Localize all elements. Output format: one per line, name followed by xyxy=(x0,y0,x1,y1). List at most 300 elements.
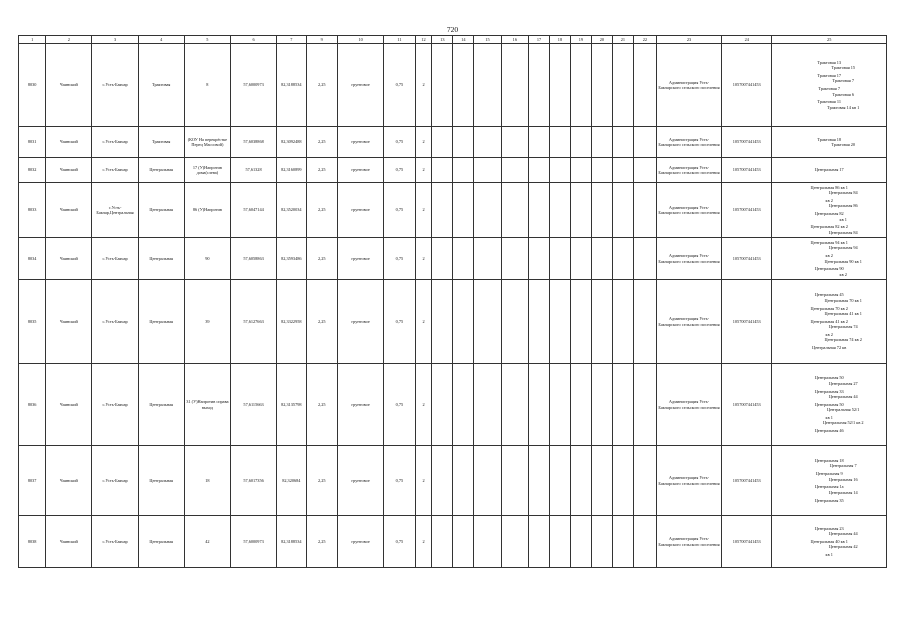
cell-house: 42 xyxy=(184,516,230,568)
table-row xyxy=(19,280,887,364)
served-address: Центральная 23 xyxy=(814,525,844,531)
column-header: 3 xyxy=(92,36,138,44)
cell-empty xyxy=(453,158,474,183)
cell-container-count: 2 xyxy=(415,158,432,183)
cell-empty xyxy=(612,280,633,364)
cell-owner: Администрация Усть-Бакчарского сельского поселения xyxy=(656,280,721,364)
cell-empty xyxy=(570,158,591,183)
cell-empty xyxy=(570,280,591,364)
served-address: Центральная 50 xyxy=(814,375,844,381)
cell-house: 90 xyxy=(184,238,230,280)
cell-served-addresses xyxy=(772,158,887,183)
cell-surface: грунтовое xyxy=(338,127,384,158)
served-address: Трактовая 7 xyxy=(832,78,854,84)
cell-served-addresses xyxy=(772,44,887,127)
cell-empty xyxy=(612,44,633,127)
cell-empty xyxy=(591,280,612,364)
cell-empty xyxy=(474,516,501,568)
served-address: Центральная 90 xyxy=(814,266,844,272)
served-address: Трактовая 14 кв 1 xyxy=(827,104,860,110)
cell-empty xyxy=(528,280,549,364)
cell-empty xyxy=(432,238,453,280)
cell-container-count: 2 xyxy=(415,238,432,280)
cell-empty xyxy=(528,446,549,516)
page-number: 720 xyxy=(446,25,459,34)
cell-surface: грунтовое xyxy=(338,516,384,568)
cell-row-number: 8036 xyxy=(19,364,46,446)
served-address: Центральная 41 кв 1 xyxy=(824,310,862,316)
cell-latitude: 57,6127663 xyxy=(230,280,276,364)
cell-surface: грунтовое xyxy=(338,280,384,364)
cell-served-addresses xyxy=(772,446,887,516)
served-address: Центральная 84 xyxy=(828,190,858,196)
served-address: Центральная 40 кв 1 xyxy=(810,538,848,544)
cell-owner: Администрация Усть-Бакчарского сельского поселения xyxy=(656,183,721,238)
column-header: 4 xyxy=(138,36,184,44)
cell-empty xyxy=(501,158,528,183)
cell-settlement: с.Усть-Бакчар,Центральная xyxy=(92,183,138,238)
served-address: Центральная 74 xyxy=(828,324,858,330)
cell-empty xyxy=(528,516,549,568)
column-header: 13 xyxy=(432,36,453,44)
cell-container-count: 2 xyxy=(415,44,432,127)
cell-empty xyxy=(501,364,528,446)
cell-street: Центральная xyxy=(138,183,184,238)
cell-district: Чаинский xyxy=(46,446,92,516)
cell-area: 2,25 xyxy=(306,516,337,568)
served-address: Центральная 44 xyxy=(828,530,858,536)
cell-empty xyxy=(474,364,501,446)
cell-empty xyxy=(528,158,549,183)
cell-empty xyxy=(633,44,656,127)
cell-served-addresses xyxy=(772,127,887,158)
column-header: 6 xyxy=(230,36,276,44)
cell-longitude: 82,3160899 xyxy=(277,158,306,183)
served-address: кв 1 xyxy=(839,216,847,222)
served-address: Центральная 44 xyxy=(828,393,858,399)
cell-row-number: 8031 xyxy=(19,127,46,158)
table-row xyxy=(19,446,887,516)
cell-empty xyxy=(474,183,501,238)
cell-row-number: 8033 xyxy=(19,183,46,238)
cell-empty xyxy=(432,158,453,183)
cell-empty xyxy=(501,44,528,127)
cell-street: Центральная xyxy=(138,280,184,364)
cell-empty xyxy=(570,238,591,280)
cell-empty xyxy=(612,364,633,446)
cell-empty xyxy=(612,158,633,183)
cell-ogrn: 1057007441453 xyxy=(722,364,772,446)
cell-ogrn: 1057007441453 xyxy=(722,516,772,568)
cell-empty xyxy=(591,44,612,127)
cell-empty xyxy=(453,516,474,568)
served-address: Центральная 70 кв 1 xyxy=(824,297,862,303)
table-row xyxy=(19,516,887,568)
cell-volume: 0,75 xyxy=(384,516,415,568)
cell-area: 2,25 xyxy=(306,183,337,238)
served-address: Центральная 35 xyxy=(814,497,844,503)
cell-empty xyxy=(528,127,549,158)
cell-volume: 0,75 xyxy=(384,280,415,364)
cell-area: 2,25 xyxy=(306,44,337,127)
cell-empty xyxy=(549,44,570,127)
table-row xyxy=(19,44,887,127)
served-address: Центральная 14 xyxy=(828,489,858,495)
served-address: кв 1 xyxy=(825,552,833,558)
cell-area: 2,25 xyxy=(306,280,337,364)
cell-container-count: 2 xyxy=(415,280,432,364)
cell-empty xyxy=(474,280,501,364)
cell-empty xyxy=(528,238,549,280)
cell-longitude: 82,3322958 xyxy=(277,280,306,364)
cell-area: 2,25 xyxy=(306,364,337,446)
cell-empty xyxy=(612,516,633,568)
cell-latitude: 57,6000973 xyxy=(230,44,276,127)
cell-empty xyxy=(633,158,656,183)
cell-longitude: 82,3188534 xyxy=(277,516,306,568)
cell-empty xyxy=(633,446,656,516)
served-address: Центральная 27 xyxy=(828,380,858,386)
cell-district: Чаинский xyxy=(46,158,92,183)
cell-area: 2,25 xyxy=(306,127,337,158)
served-address: Центральная 33 xyxy=(814,388,844,394)
cell-empty xyxy=(453,280,474,364)
served-address: кв 2 xyxy=(839,271,847,277)
table-body xyxy=(19,44,887,568)
cell-settlement: с.Усть-Бакчар xyxy=(92,280,138,364)
cell-empty xyxy=(570,446,591,516)
cell-latitude: 57,6000973 xyxy=(230,516,276,568)
cell-street: Центральная xyxy=(138,238,184,280)
cell-empty xyxy=(528,44,549,127)
cell-empty xyxy=(453,127,474,158)
cell-empty xyxy=(453,446,474,516)
cell-ogrn: 1057007441453 xyxy=(722,238,772,280)
served-address: Трактовая 13 xyxy=(817,59,842,65)
cell-empty xyxy=(501,516,528,568)
cell-row-number: 8034 xyxy=(19,238,46,280)
cell-house: (КОУ На перекрёстке Перец Массовой) xyxy=(184,127,230,158)
cell-surface: грунтовое xyxy=(338,158,384,183)
cell-district: Чаинский xyxy=(46,280,92,364)
cell-empty xyxy=(633,280,656,364)
cell-empty xyxy=(474,238,501,280)
cell-empty xyxy=(591,158,612,183)
cell-surface: грунтовое xyxy=(338,238,384,280)
served-address: Центральная 82 кв 2 xyxy=(810,224,848,230)
cell-empty xyxy=(453,183,474,238)
cell-longitude: 82,3092488 xyxy=(277,127,306,158)
cell-owner: Администрация Усть-Бакчарского сельского поселения xyxy=(656,44,721,127)
cell-owner: Администрация Усть-Бакчарского сельского поселения xyxy=(656,364,721,446)
cell-empty xyxy=(549,280,570,364)
cell-district: Чаинский xyxy=(46,44,92,127)
cell-area: 2,25 xyxy=(306,158,337,183)
cell-latitude: 57,6038868 xyxy=(230,127,276,158)
served-address: Трактовая 11 xyxy=(817,99,841,105)
column-header: 25 xyxy=(772,36,887,44)
cell-volume: 0,75 xyxy=(384,446,415,516)
served-address: Центральная 18 xyxy=(814,457,844,463)
cell-settlement: с.Усть-Бакчар xyxy=(92,127,138,158)
served-address: Центральная 52/1 кв 2 xyxy=(822,420,864,426)
cell-empty xyxy=(474,44,501,127)
column-header: 10 xyxy=(338,36,384,44)
served-address: Трактовая 18 xyxy=(817,136,842,142)
column-header: 11 xyxy=(384,36,415,44)
served-address: кв 1 xyxy=(825,415,833,421)
cell-volume: 0,75 xyxy=(384,127,415,158)
cell-empty xyxy=(633,238,656,280)
column-header: 18 xyxy=(549,36,570,44)
cell-container-count: 2 xyxy=(415,183,432,238)
cell-district: Чаинский xyxy=(46,127,92,158)
cell-row-number: 8035 xyxy=(19,280,46,364)
cell-ogrn: 1057007441453 xyxy=(722,183,772,238)
served-address: Центральная 1а xyxy=(814,484,844,490)
served-address: Центральная 45 xyxy=(814,292,844,298)
served-address: Центральная 7 xyxy=(829,463,857,469)
cell-house: 86 (У)Напротив xyxy=(184,183,230,238)
cell-empty xyxy=(591,516,612,568)
cell-container-count: 2 xyxy=(415,516,432,568)
cell-empty xyxy=(432,516,453,568)
cell-volume: 0,75 xyxy=(384,44,415,127)
table-row xyxy=(19,238,887,280)
cell-house: 31 (У)Напротив справа выход xyxy=(184,364,230,446)
cell-owner: Администрация Усть-Бакчарского сельского поселения xyxy=(656,127,721,158)
cell-surface: грунтовое xyxy=(338,446,384,516)
served-address: Центральная 94 xyxy=(828,245,858,251)
served-address: Центральная 86 xyxy=(828,203,858,209)
served-address: Центральная 74 кв 2 xyxy=(824,337,862,343)
cell-ogrn: 1057007441453 xyxy=(722,44,772,127)
cell-longitude: 82,320684 xyxy=(277,446,306,516)
cell-empty xyxy=(474,446,501,516)
cell-settlement: с.Усть-Бакчар xyxy=(92,446,138,516)
cell-container-count: 2 xyxy=(415,127,432,158)
cell-empty xyxy=(549,183,570,238)
cell-owner: Администрация Усть-Бакчарского сельского поселения xyxy=(656,446,721,516)
served-address: Трактовая 17 xyxy=(817,73,842,79)
cell-house: 17 (У)Напротив дома(слева) xyxy=(184,158,230,183)
cell-latitude: 57,6017356 xyxy=(230,446,276,516)
cell-empty xyxy=(591,446,612,516)
cell-empty xyxy=(570,516,591,568)
cell-container-count: 2 xyxy=(415,446,432,516)
served-address: Центральная 42 xyxy=(828,544,858,550)
cell-empty xyxy=(549,158,570,183)
cell-container-count: 2 xyxy=(415,364,432,446)
cell-ogrn: 1057007441453 xyxy=(722,127,772,158)
cell-settlement: с.Усть-Бакчар xyxy=(92,364,138,446)
cell-settlement: с.Усть-Бакчар xyxy=(92,158,138,183)
cell-district: Чаинский xyxy=(46,238,92,280)
column-header: 14 xyxy=(453,36,474,44)
cell-empty xyxy=(591,238,612,280)
cell-latitude: 57,6058863 xyxy=(230,238,276,280)
served-address: Центральная 82 xyxy=(814,211,844,217)
served-address: Центральная 94 кв 1 xyxy=(810,239,848,245)
cell-street: Трактовая xyxy=(138,127,184,158)
column-header: 19 xyxy=(570,36,591,44)
cell-empty xyxy=(612,446,633,516)
column-header: 22 xyxy=(633,36,656,44)
cell-empty xyxy=(570,183,591,238)
cell-volume: 0,75 xyxy=(384,364,415,446)
cell-empty xyxy=(591,183,612,238)
cell-house: 18 xyxy=(184,446,230,516)
cell-longitude: 82,3593486 xyxy=(277,238,306,280)
cell-ogrn: 1057007441453 xyxy=(722,446,772,516)
cell-empty xyxy=(474,127,501,158)
column-header: 24 xyxy=(722,36,772,44)
served-address: Центральная 41 кв 2 xyxy=(810,318,848,324)
cell-empty xyxy=(549,446,570,516)
cell-settlement: с.Усть-Бакчар xyxy=(92,516,138,568)
cell-settlement: с.Усть-Бакчар xyxy=(92,238,138,280)
cell-empty xyxy=(528,364,549,446)
cell-empty xyxy=(591,364,612,446)
cell-surface: грунтовое xyxy=(338,44,384,127)
served-address: Трактовая 6 xyxy=(832,91,854,97)
cell-empty xyxy=(612,238,633,280)
cell-ogrn: 1057007441453 xyxy=(722,158,772,183)
cell-row-number: 8030 xyxy=(19,44,46,127)
column-header: 5 xyxy=(184,36,230,44)
cell-empty xyxy=(570,44,591,127)
served-address: Центральная 50 xyxy=(814,401,844,407)
served-address: Центральная 46 xyxy=(814,428,844,434)
served-address: Центральная 17 xyxy=(814,167,844,173)
cell-empty xyxy=(528,183,549,238)
column-header: 21 xyxy=(612,36,633,44)
cell-volume: 0,75 xyxy=(384,183,415,238)
cell-owner: Администрация Усть-Бакчарского сельского поселения xyxy=(656,158,721,183)
cell-latitude: 57,61328 xyxy=(230,158,276,183)
cell-empty xyxy=(453,238,474,280)
served-address: Центральная 9 xyxy=(815,471,843,477)
cell-empty xyxy=(570,127,591,158)
cell-served-addresses xyxy=(772,364,887,446)
cell-empty xyxy=(501,183,528,238)
cell-served-addresses xyxy=(772,238,887,280)
table-row xyxy=(19,127,887,158)
served-address: Центральная 84 xyxy=(828,229,858,235)
table-row xyxy=(19,158,887,183)
served-address: Центральная 72 кв xyxy=(812,345,847,351)
cell-empty xyxy=(633,516,656,568)
cell-house: 39 xyxy=(184,280,230,364)
column-header: 23 xyxy=(656,36,721,44)
cell-empty xyxy=(474,158,501,183)
column-header: 9 xyxy=(306,36,337,44)
cell-house: 8 xyxy=(184,44,230,127)
cell-empty xyxy=(432,44,453,127)
cell-latitude: 57,6115663 xyxy=(230,364,276,446)
served-address: кв 2 xyxy=(825,198,833,204)
cell-street: Центральная xyxy=(138,446,184,516)
cell-empty xyxy=(549,516,570,568)
cell-empty xyxy=(453,44,474,127)
cell-served-addresses xyxy=(772,280,887,364)
cell-longitude: 82,3520034 xyxy=(277,183,306,238)
cell-volume: 0,75 xyxy=(384,158,415,183)
cell-empty xyxy=(612,183,633,238)
cell-empty xyxy=(432,364,453,446)
cell-latitude: 57,6047144 xyxy=(230,183,276,238)
cell-empty xyxy=(432,127,453,158)
cell-empty xyxy=(633,183,656,238)
served-address: Центральная 16 xyxy=(828,476,858,482)
cell-volume: 0,75 xyxy=(384,238,415,280)
served-address: Трактовая 15 xyxy=(831,65,856,71)
cell-empty xyxy=(501,238,528,280)
cell-street: Трактовая xyxy=(138,44,184,127)
cell-district: Чаинский xyxy=(46,183,92,238)
table-row xyxy=(19,183,887,238)
cell-empty xyxy=(501,446,528,516)
cell-empty xyxy=(549,364,570,446)
cell-district: Чаинский xyxy=(46,516,92,568)
cell-row-number: 8032 xyxy=(19,158,46,183)
cell-empty xyxy=(453,364,474,446)
cell-empty xyxy=(633,364,656,446)
cell-area: 2,25 xyxy=(306,446,337,516)
cell-empty xyxy=(549,127,570,158)
column-header: 17 xyxy=(528,36,549,44)
cell-empty xyxy=(570,364,591,446)
cell-empty xyxy=(633,127,656,158)
cell-settlement: с.Усть-Бакчар xyxy=(92,44,138,127)
served-address: Центральная 70 кв 2 xyxy=(810,305,848,311)
cell-empty xyxy=(432,183,453,238)
cell-surface: грунтовое xyxy=(338,364,384,446)
cell-empty xyxy=(432,446,453,516)
cell-served-addresses xyxy=(772,183,887,238)
cell-owner: Администрация Усть-Бакчарского сельского поселения xyxy=(656,516,721,568)
cell-street: Центральная xyxy=(138,364,184,446)
cell-owner: Администрация Усть-Бакчарского сельского поселения xyxy=(656,238,721,280)
column-header: 1 xyxy=(19,36,46,44)
served-address: Центральная 52/1 xyxy=(827,407,860,413)
column-header: 16 xyxy=(501,36,528,44)
served-address: Трактовая 20 xyxy=(831,142,856,147)
cell-empty xyxy=(612,127,633,158)
column-header: 2 xyxy=(46,36,92,44)
served-address: Трактовая 7 xyxy=(818,86,840,92)
cell-longitude: 82,3135798 xyxy=(277,364,306,446)
cell-empty xyxy=(501,127,528,158)
register-table xyxy=(18,35,887,568)
cell-empty xyxy=(501,280,528,364)
served-address: кв 2 xyxy=(825,253,833,259)
cell-street: Центральная xyxy=(138,158,184,183)
cell-district: Чаинский xyxy=(46,364,92,446)
cell-served-addresses xyxy=(772,516,887,568)
column-header: 7 xyxy=(277,36,306,44)
column-header: 20 xyxy=(591,36,612,44)
cell-empty xyxy=(591,127,612,158)
cell-row-number: 8038 xyxy=(19,516,46,568)
served-address: кв 2 xyxy=(825,332,833,338)
cell-empty xyxy=(432,280,453,364)
served-address: Центральная 86 кв 1 xyxy=(810,184,848,190)
cell-empty xyxy=(549,238,570,280)
column-header: 15 xyxy=(474,36,501,44)
cell-surface: грунтовое xyxy=(338,183,384,238)
cell-ogrn: 1057007441453 xyxy=(722,280,772,364)
